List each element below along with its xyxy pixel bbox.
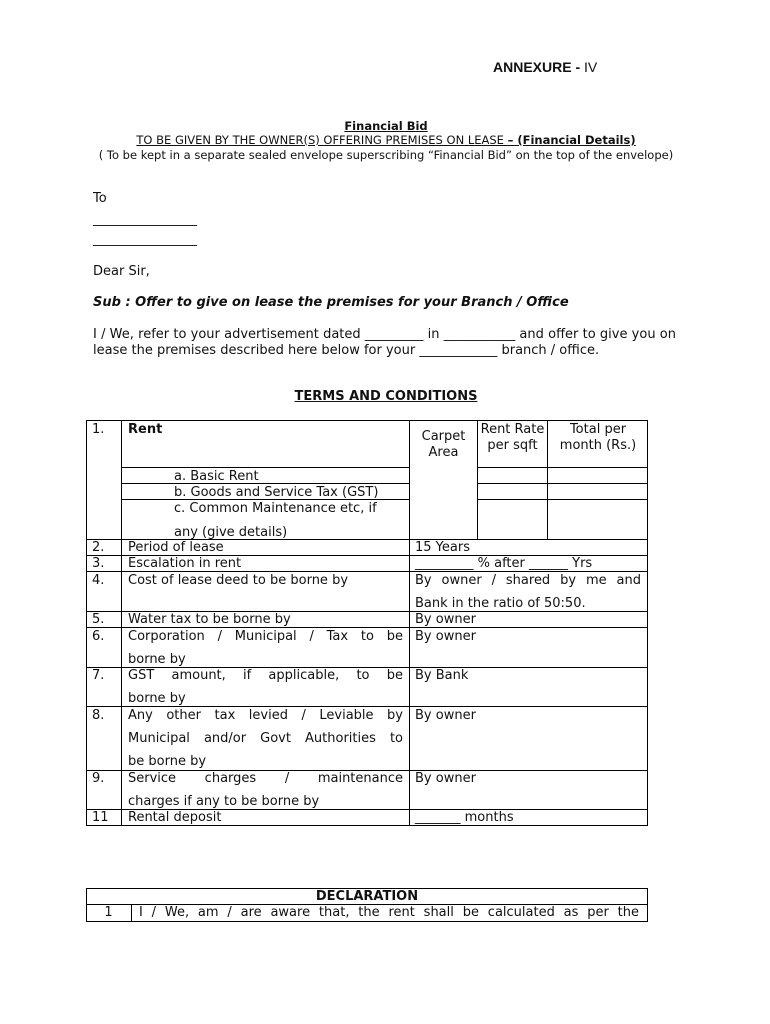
- rent-label: Rent: [128, 422, 163, 437]
- row-value: _______ months: [415, 810, 514, 825]
- row-value-cont: Bank in the ratio of 50:50.: [415, 596, 586, 611]
- row-value: _________ % after ______ Yrs: [415, 556, 593, 571]
- salutation: Dear Sir,: [93, 264, 150, 279]
- row-value: By owner / shared by me and: [415, 573, 641, 588]
- row-number: 4.: [92, 573, 105, 588]
- intro-paragraph: I / We, refer to your advertisement dated _________ in ___________ and offer to give you on lease the premises described here below for your ____________ branch / office.: [93, 327, 676, 358]
- declaration-text: I / We, am / are aware that, the rent shall be calculated as per the: [139, 905, 639, 920]
- row-value: By Bank: [415, 668, 469, 683]
- sub-gst: b. Goods and Service Tax (GST): [174, 485, 379, 500]
- sub-common-maintenance: c. Common Maintenance etc, if: [174, 501, 377, 516]
- to-label: To: [93, 191, 107, 206]
- address-line-1: ________________: [93, 212, 197, 227]
- row-number: 8.: [92, 708, 105, 723]
- envelope-instruction: ( To be kept in a separate sealed envelope superscribing “Financial Bid” on the top of the envelope): [98, 148, 674, 162]
- row-number: 2.: [92, 540, 105, 555]
- subject-line: Sub : Offer to give on lease the premises for your Branch / Office: [93, 295, 569, 310]
- row-number: 9.: [92, 771, 105, 786]
- col-rent-rate: Rent Rate per sqft: [480, 422, 545, 453]
- row-label: Rental deposit: [128, 810, 222, 825]
- row-label-cont: Municipal and/or Govt Authorities to: [128, 731, 403, 746]
- declaration-number: 1: [104, 905, 113, 920]
- sub-common-maintenance-cont: any (give details): [174, 525, 288, 540]
- row-label-cont: charges if any to be borne by: [128, 794, 320, 809]
- row-label-cont: borne by: [128, 691, 186, 706]
- row-value: By owner: [415, 629, 476, 644]
- row-label: Escalation in rent: [128, 556, 242, 571]
- row-label-cont: be borne by: [128, 754, 207, 769]
- row-label: Corporation / Municipal / Tax to be: [128, 629, 403, 644]
- row-number: 6.: [92, 629, 105, 644]
- document-subtitle: TO BE GIVEN BY THE OWNER(S) OFFERING PREMISES ON LEASE – (Financial Details): [136, 133, 636, 147]
- row-value: By owner: [415, 771, 476, 786]
- row-number: 7.: [92, 668, 105, 683]
- row-number: 5.: [92, 612, 105, 627]
- row-value: 15 Years: [415, 540, 470, 555]
- col-carpet-area: Carpet Area: [421, 429, 466, 460]
- col-total-per-month: Total per month (Rs.): [559, 422, 637, 453]
- row-number: 3.: [92, 556, 105, 571]
- row-label: Service charges / maintenance: [128, 771, 403, 786]
- row-value: By owner: [415, 612, 476, 627]
- terms-heading: TERMS AND CONDITIONS: [294, 389, 478, 404]
- declaration-heading: DECLARATION: [315, 889, 419, 904]
- row-value: By owner: [415, 708, 476, 723]
- row-number: 1.: [92, 422, 105, 437]
- row-label: GST amount, if applicable, to be: [128, 668, 403, 683]
- sub-basic-rent: a. Basic Rent: [174, 469, 259, 484]
- row-number: 11: [92, 810, 109, 825]
- row-label-cont: borne by: [128, 652, 186, 667]
- row-label: Cost of lease deed to be borne by: [128, 573, 349, 588]
- row-label: Period of lease: [128, 540, 224, 555]
- annexure-heading: ANNEXURE - IV: [493, 59, 598, 75]
- document-title: Financial Bid: [344, 119, 428, 133]
- row-label: Water tax to be borne by: [128, 612, 291, 627]
- address-line-2: ________________: [93, 232, 197, 247]
- row-label: Any other tax levied / Leviable by: [128, 708, 403, 723]
